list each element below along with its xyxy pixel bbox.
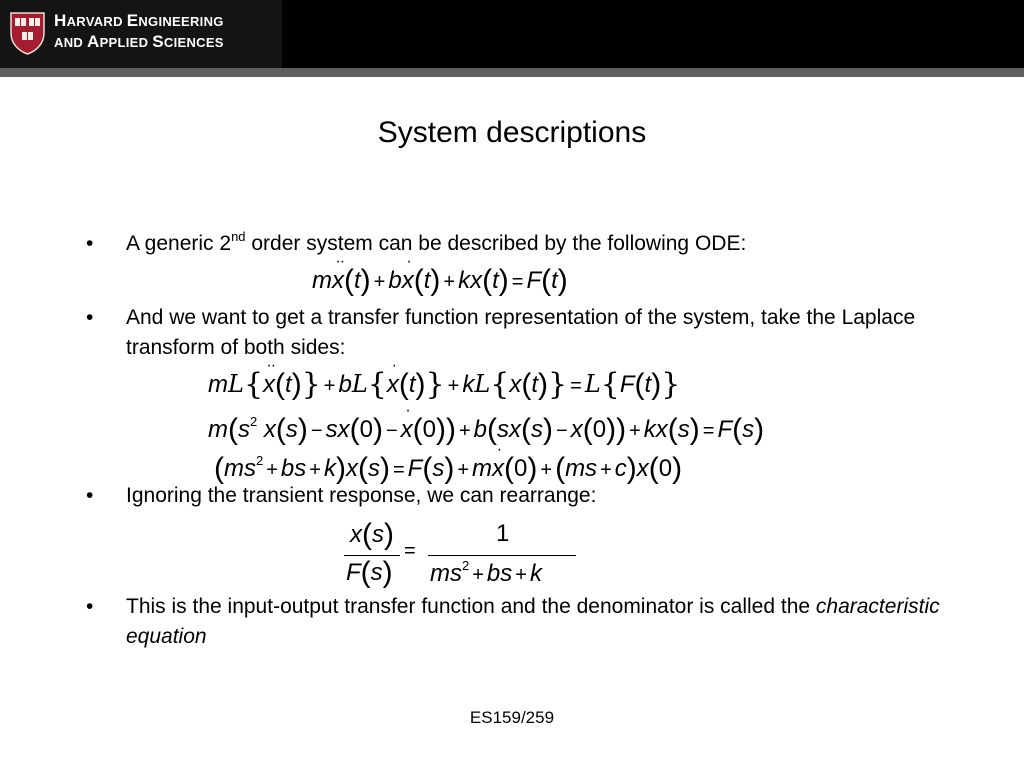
fraction-lhs-numerator: x(s) (350, 518, 394, 551)
bullet-1-superscript: nd (231, 229, 246, 244)
harvard-shield-icon (9, 11, 46, 55)
fraction-bar (428, 555, 576, 556)
equation-laplace: mL{x ··(t)} + bL{x ·(t)} + kL{x(t)} = L{F(t)} (208, 370, 680, 400)
header-band (0, 0, 1024, 68)
fraction-rhs-denominator: $ms^2$ + bs + k (430, 558, 542, 587)
equation-transfer-function (344, 520, 584, 590)
fraction-rhs-numerator: 1 (496, 520, 510, 547)
school-logo (0, 0, 282, 68)
bullet-4-emphasis: characteristic equation (126, 595, 940, 648)
bullet-marker: • (86, 484, 94, 507)
equation-expanded: $m(s^2$ x(s) − sx(0) − x ·(0)) + b(sx(s) − x(0)) + kx(s) = F(s) (208, 414, 764, 445)
bullet-3-text: Ignoring the transient response, we can rearrange: (126, 484, 597, 507)
bullet-4-text: This is the input-output transfer function and the denominator is called the (126, 595, 816, 618)
equation-ode: mx ··(t) + bx ·(t) + kx(t) = F(t) (312, 266, 568, 296)
slide-footer: ES159/259 (469, 708, 555, 727)
header-divider (0, 68, 1024, 77)
bullet-1-text: A generic 2 (126, 232, 232, 255)
bullet-marker: • (86, 306, 94, 329)
bullet-1-text-rest: order system can be described by the following ODE: (245, 232, 747, 255)
equation-collected: ($ms^2$ + bs + k)x(s) = F(s) + mx ·(0) + (ms + c)x(0) (214, 453, 682, 484)
equals-sign: = (404, 540, 416, 562)
bullet-2-text: And we want to get a transfer function representation of the system, take the Laplace transform of both sides: (126, 306, 916, 359)
school-wordmark (54, 11, 224, 53)
bullet-marker: • (86, 595, 94, 618)
wordmark-line-1: HARVARD ENGINEERING (54, 11, 224, 30)
bullet-marker: • (86, 232, 94, 255)
slide-title: System descriptions (377, 116, 647, 149)
fraction-lhs-denominator: F(s) (346, 556, 393, 589)
wordmark-line-2: AND APPLIED SCIENCES (54, 32, 224, 51)
